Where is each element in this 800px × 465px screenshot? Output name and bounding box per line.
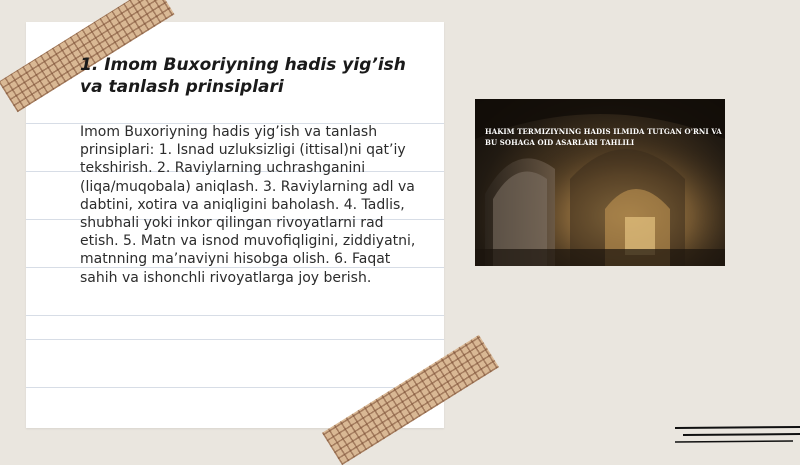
paper-rule-line: [26, 315, 444, 316]
decorative-line: [683, 434, 800, 435]
paper-rule-line: [26, 387, 444, 388]
image-caption: HAKIM TERMIZIYNING HADIS ILMIDA TUTGAN O'RNI VA BU SOHAGA OID ASARLARI TAHLILI: [485, 127, 722, 147]
paper-rule-line: [26, 339, 444, 340]
arched-hall-illustration: [475, 99, 725, 266]
decorative-lines: [675, 424, 800, 444]
decorative-line: [675, 441, 793, 442]
slide-body-text: Imom Buxoriyning hadis yig’ish va tanlash prinsiplari: 1. Isnad uzluksizligi (ittisal)ni qat’iy tekshirish. 2. Raviylarning uchrashganini (liqa/muqobala) aniqlash. 3. Raviylarning adl va dabtini, xotira va aniqligini baholash. 4. Tadlis, shubhali yoki inkor qilingan rivoyatlarni rad etish. 5. Matn va isnod muvofiqligini, ziddiyatni, matnning ma’naviyni hisobga olish. 6. Faqat sahih va ishonchli rivoyatlarga joy berish.: [80, 124, 416, 286]
slide-title: 1. Imom Buxoriyning hadis yig’ish va tanlash prinsiplari: [80, 55, 406, 97]
mosque-interior-photo: [475, 99, 725, 266]
decorative-line: [675, 427, 800, 428]
